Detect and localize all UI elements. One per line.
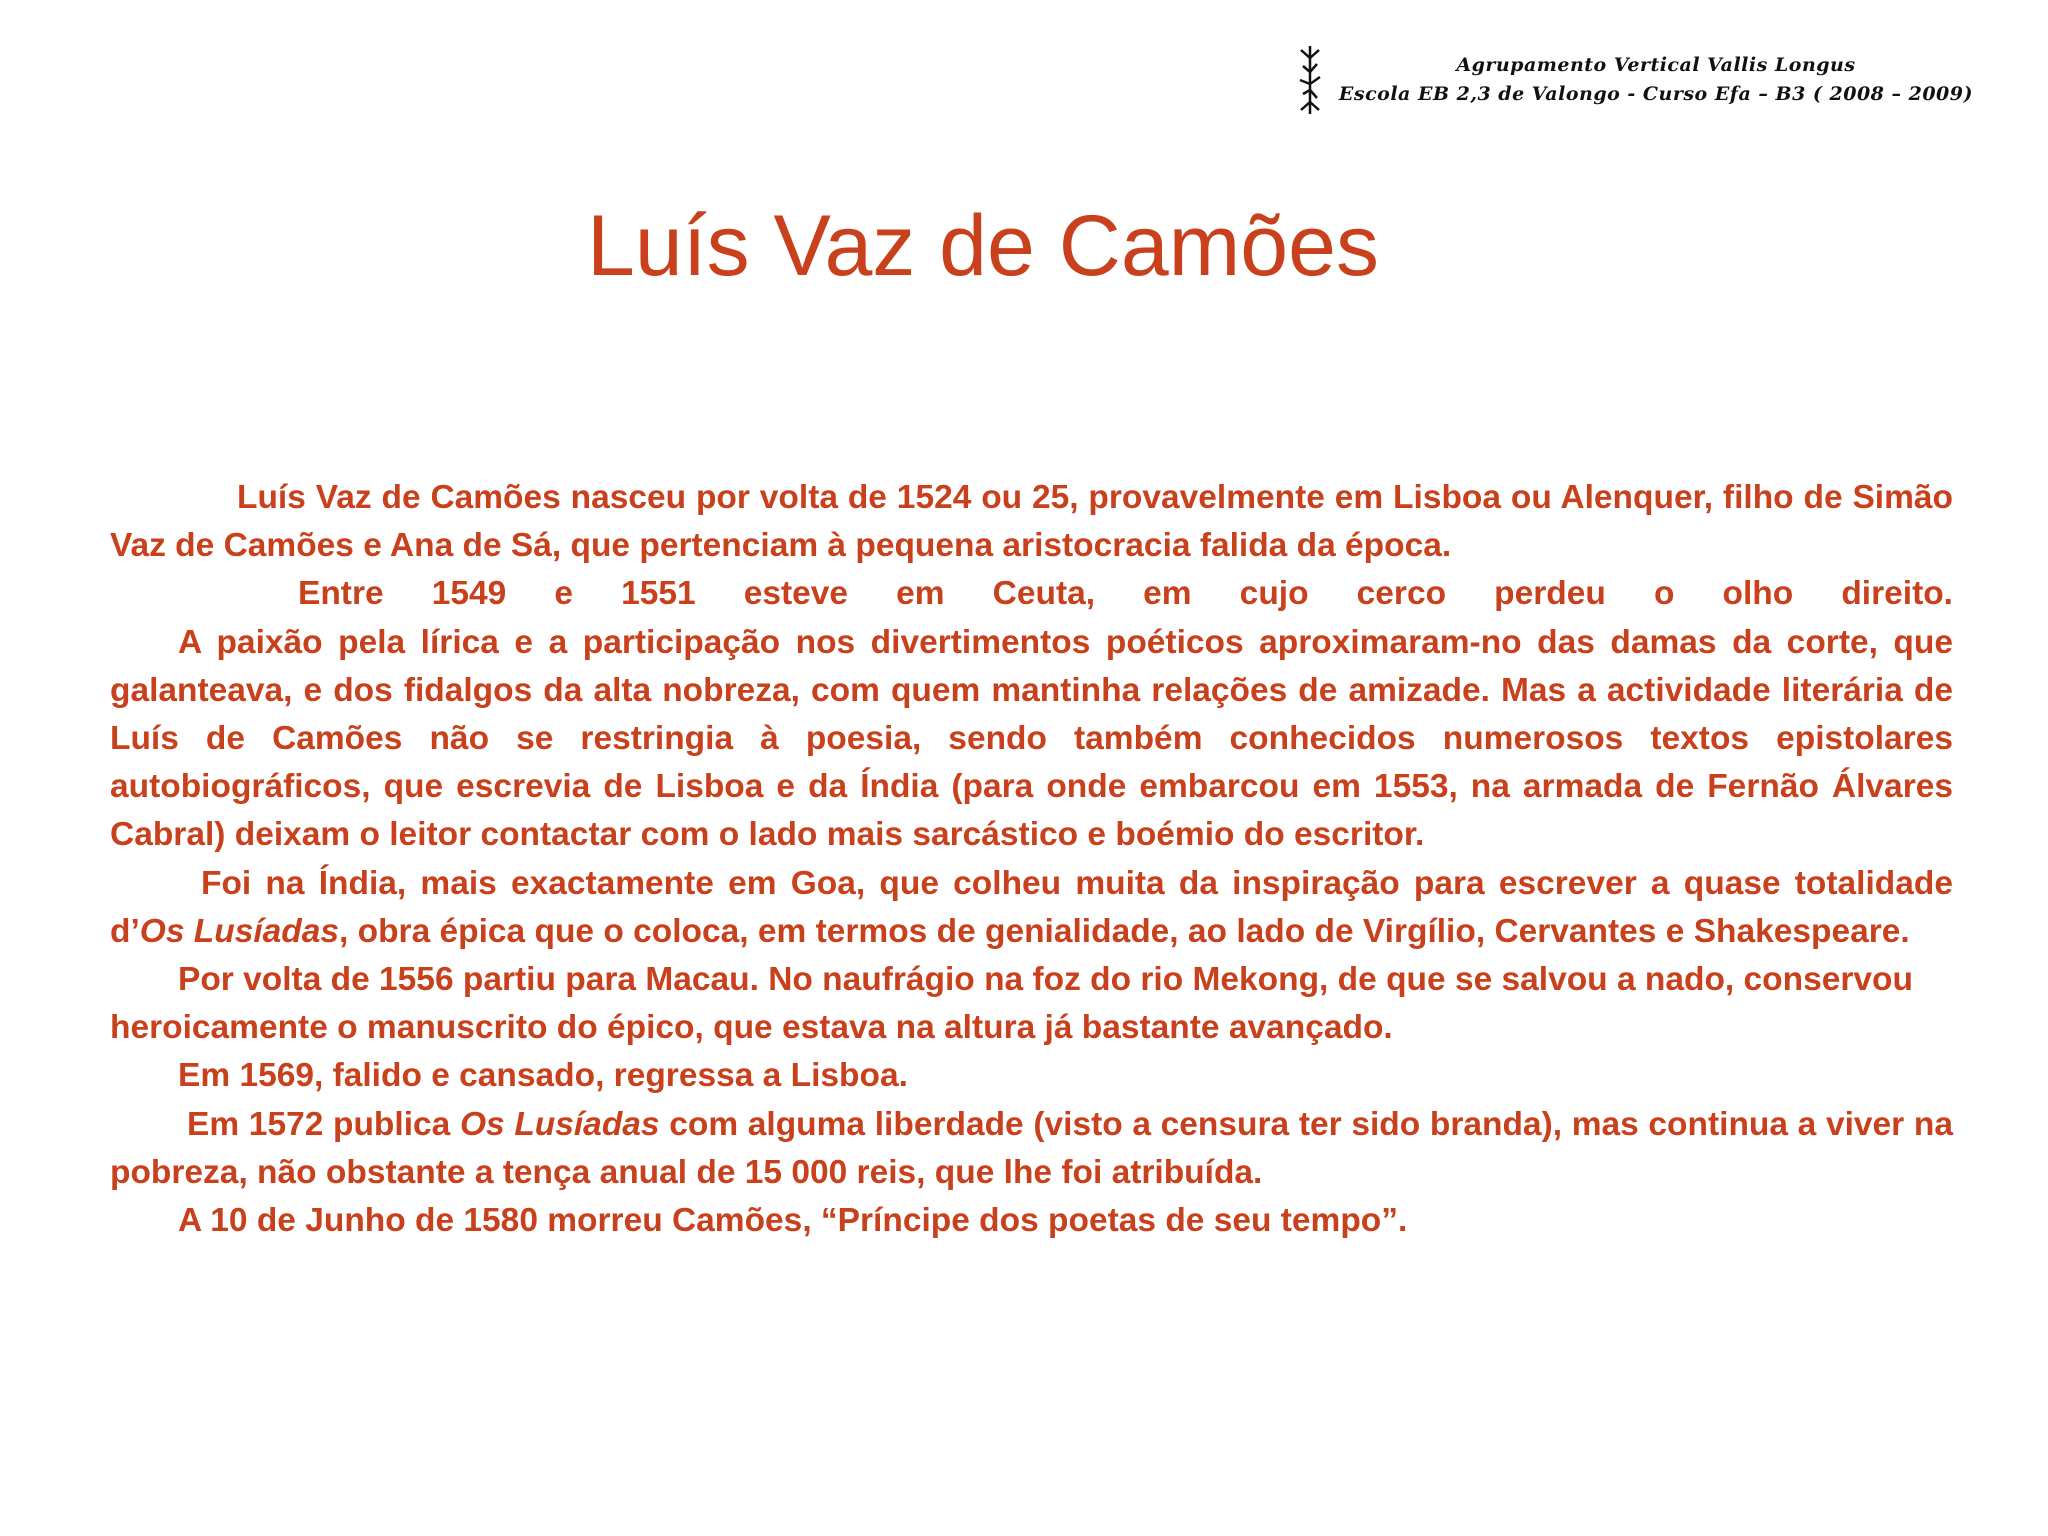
work-title-lusiadas-2: Os Lusíadas [459,1105,660,1143]
paragraph-court: A paixão pela lírica e a participação nos divertimentos poéticos aproximaram-no das damas da corte, que galanteava, e dos fidalgos da alta nobreza, com quem mantinha relações de amizade. Mas a actividade literária de Luís de Camões não se restringia à poesia, sendo também conhecidos numerosos textos epistolares autobiográficos, que escrevia de Lisboa e da Índia (para onde embarcou em 1553, na armada de Fernão Álvares Cabral) deixam o leitor contactar com o lado mais sarcástico e boémio do escritor. [110,623,1953,854]
paragraph-india-text-2: , obra épica que o coloca, em termos de genialidade, ao lado de Virgílio, Cervantes e Shakespeare. [339,912,1910,950]
work-title-lusiadas: Os Lusíadas [139,912,339,950]
school-logo-icon [1295,44,1325,116]
paragraph-india-text-1: Foi na Índia, mais exactamente em Goa, que colheu muita da inspiração para escrever a quase totalidade d’ [110,864,1953,950]
paragraph-ceuta: Entre 1549 e 1551 esteve em Ceuta, em cujo cerco perdeu o olho direito. [298,575,1953,613]
paragraph-india [110,860,1953,956]
biography-text [110,474,1953,1245]
header-line-2: Escola EB 2,3 de Valongo - Curso Efa – B3 ( 2008 – 2009) [1338,83,1973,105]
paragraph-publication [110,1101,1953,1197]
paragraph-publication-text-2: com alguma liberdade (visto a censura ter sido branda), mas continua a viver na pobreza, não obstante a tença anual de 15 000 reis, que lhe foi atribuída. [110,1105,1953,1191]
paragraph-macau: Por volta de 1556 partiu para Macau. No naufrágio na foz do rio Mekong, de que se salvou a nado, conservou heroicamente o manuscrito do épico, que estava na altura já bastante avançado. [110,961,1913,1047]
school-header [1295,44,1973,116]
header-text [1339,51,1973,109]
paragraph-return: Em 1569, falido e cansado, regressa a Lisboa. [178,1057,908,1095]
page-title: Luís Vaz de Camões [587,198,1379,294]
paragraph-death: A 10 de Junho de 1580 morreu Camões, “Príncipe dos poetas de seu tempo”. [178,1202,1408,1240]
paragraph-birth: Luís Vaz de Camões nasceu por volta de 1524 ou 25, provavelmente em Lisboa ou Alenquer, filho de Simão Vaz de Camões e Ana de Sá, que pertenciam à pequena aristocracia falida da época. [110,479,1953,565]
paragraph-publication-text-1: Em 1572 publica [187,1105,460,1143]
header-line-1: Agrupamento Vertical Vallis Longus [1456,54,1856,76]
